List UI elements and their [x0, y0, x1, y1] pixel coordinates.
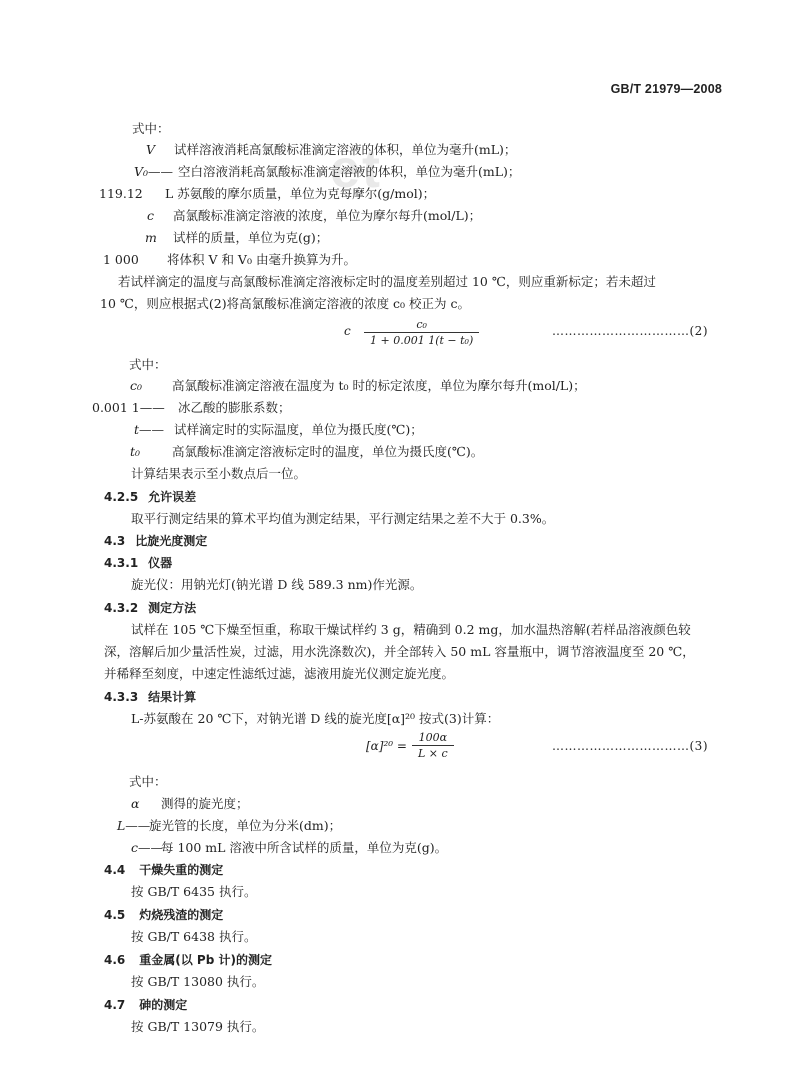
var-symbol: t——: [134, 422, 165, 437]
where-label-3: 式中：: [129, 774, 167, 789]
var-def-V0: [134, 163, 520, 181]
section-4-3-2-text-line-1: 试样在 105 ℃下燥至恒重，称取干燥试样约 3 g，精确到 0.2 mg，加水温热溶解(若样品溶液颜色较: [131, 622, 691, 637]
section-4-2-5-text: 取平行测定结果的算术平均值为测定结果，平行测定结果之差不大于 0.3%。: [131, 511, 555, 526]
formula-3-fraction: [412, 731, 454, 760]
equation-number-2: ……………………………(2): [552, 324, 708, 338]
var-text: L 苏氨酸的摩尔质量，单位为克每摩尔(g/mol)；: [164, 186, 436, 201]
section-4-3-2-heading: 4.3.2 测定方法: [104, 601, 197, 615]
var-symbol: c——: [131, 840, 164, 855]
var-text: 高氯酸标准滴定溶液在温度为 t₀ 时的标定浓度，单位为摩尔每升(mol/L)；: [171, 378, 586, 393]
var-def-alpha: [131, 795, 249, 813]
var-def-c-mass: [131, 839, 447, 857]
section-4-6-heading: 4.6 重金属(以 Pb 计)的测定: [104, 953, 272, 967]
temperature-paragraph-line-1: 若试样滴定的温度与高氯酸标准滴定溶液标定时的温度差别超过 10 ℃，则应重新标定；若未超过: [118, 274, 656, 289]
var-symbol: V: [146, 142, 156, 157]
var-text: 高氯酸标准滴定溶液标定时的温度，单位为摄氏度(℃)。: [171, 444, 484, 459]
var-text: 试样溶液消耗高氯酸标准滴定溶液的体积，单位为毫升(mL)；: [173, 142, 517, 157]
var-symbol: V₀——: [134, 164, 174, 179]
section-4-6-text: 按 GB/T 13080 执行。: [131, 974, 265, 989]
where-label-1: 式中：: [132, 121, 170, 136]
var-def-m: [145, 229, 328, 247]
var-def-c: [147, 207, 481, 225]
var-text: 冰乙酸的膨胀系数；: [177, 400, 291, 415]
var-symbol: c₀: [130, 378, 143, 393]
var-symbol: 0.001 1——: [92, 400, 165, 415]
section-4-3-2-text-line-3: 并稀释至刻度，中速定性滤纸过滤，滤液用旋光仪测定旋光度。: [104, 666, 455, 681]
var-text: 试样的质量，单位为克(g)；: [172, 230, 329, 245]
section-4-4-text: 按 GB/T 6435 执行。: [131, 884, 257, 899]
section-4-7-heading: 4.7 砷的测定: [104, 998, 188, 1012]
var-def-c0: [130, 377, 586, 395]
section-4-4-heading: 4.4 干燥失重的测定: [104, 863, 224, 877]
section-4-2-5-heading: 4.2.5 允许误差: [104, 490, 197, 504]
section-4-3-2-text-line-2: 深，溶解后加少量活性炭，过滤，用水洗涤数次)，并全部转入 50 mL 容量瓶中，调节溶液温度至 20 ℃，: [104, 644, 695, 659]
section-4-7-text: 按 GB/T 13079 执行。: [131, 1019, 265, 1034]
temperature-paragraph-line-2: 10 ℃，则应根据式(2)将高氯酸标准滴定溶液的浓度 c₀ 校正为 c。: [100, 296, 471, 311]
var-symbol: c: [147, 208, 155, 223]
var-text: 测得的旋光度；: [160, 796, 249, 811]
var-text: 每 100 mL 溶液中所含试样的质量，单位为克(g)。: [160, 840, 448, 855]
formula-3-denominator: L × c: [418, 747, 448, 760]
section-4-3-heading: 4.3 比旋光度测定: [104, 534, 208, 548]
watermark: et: [330, 139, 383, 199]
section-4-3-1-text: 旋光仪：用钠光灯(钠光谱 D 线 589.3 nm)作光源。: [131, 577, 423, 592]
var-text: 试样滴定时的实际温度，单位为摄氏度(℃)；: [173, 422, 423, 437]
section-4-5-heading: 4.5 灼烧残渣的测定: [104, 908, 224, 922]
formula-2-denominator: 1 + 0.001 1(t − t₀): [370, 334, 474, 347]
section-4-3-3-text: L-苏氨酸在 20 ℃下，对钠光谱 D 线的旋光度[α]²⁰ 按式(3)计算：: [131, 711, 500, 726]
var-symbol: t₀: [130, 444, 141, 459]
formula-3-numerator: 100α: [418, 731, 448, 744]
var-def-L: [117, 817, 341, 835]
formula-3-lhs: [α]²⁰ =: [366, 739, 407, 753]
var-text: 旋光管的长度，单位为分米(dm)；: [148, 818, 342, 833]
var-symbol: m: [145, 230, 157, 245]
var-def-expansion: [92, 399, 291, 417]
var-def-V: [146, 141, 516, 159]
var-def-t0: [130, 443, 483, 461]
var-text: 高氯酸标准滴定溶液的浓度，单位为摩尔每升(mol/L)；: [172, 208, 482, 223]
section-4-3-3-heading: 4.3.3 结果计算: [104, 690, 197, 704]
formula-2-fraction: [364, 318, 479, 347]
section-4-5-text: 按 GB/T 6438 执行。: [131, 929, 257, 944]
var-symbol: 1 000: [103, 252, 139, 267]
var-def-t: [134, 421, 423, 439]
formula-2-lhs: c: [344, 324, 351, 338]
var-symbol: L——: [117, 818, 151, 833]
var-symbol: 119.12: [99, 186, 143, 201]
section-4-3-1-heading: 4.3.1 仪器: [104, 556, 173, 570]
var-def-1000: [103, 251, 356, 269]
var-def-molar-mass: [99, 185, 435, 203]
var-text: 空白溶液消耗高氯酸标准滴定溶液的体积，单位为毫升(mL)；: [177, 164, 521, 179]
where-label-2: 式中：: [129, 357, 167, 372]
calculation-note: 计算结果表示至小数点后一位。: [131, 466, 307, 481]
formula-2-numerator: c₀: [416, 318, 427, 331]
var-text: 将体积 V 和 V₀ 由毫升换算为升。: [166, 252, 356, 267]
standard-number: GB/T 21979—2008: [610, 82, 722, 96]
equation-number-3: ……………………………(3): [552, 739, 708, 753]
var-symbol: α: [131, 796, 140, 811]
